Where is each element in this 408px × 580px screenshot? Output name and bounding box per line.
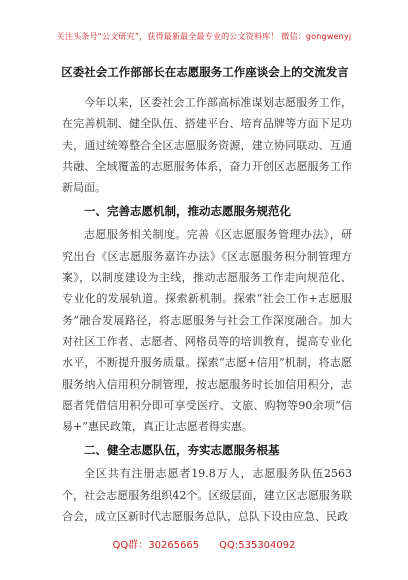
document-title: 区委社会工作部部长在志愿服务工作座谈会上的交流发言 — [61, 65, 349, 79]
header-promo-note: 关注头条号“公文研究”，获得最新最全最专业的公文资料库！ 微信：gongwenyj — [56, 32, 352, 41]
section-2-heading: 二、健全志愿队伍，夯实志愿服务根基 — [84, 443, 280, 458]
section-1-paragraph: 志愿服务相关制度。完善《区志愿服务管理办法》，研究出台《区志愿服务嘉许办法》《区志愿服务积分制管理方案》，以制度建设为主线，推动志愿服务工作走向规范化、专业化的发展轨道。探索新机制。探索“社会工作+志愿服务”融合发展路径，将志愿服务与社会工作深度融合。加大对社区工作者、志愿者、网格员等的培训教育，提高专业化水平，不断提升服务质量。探索“志愿+信用”机制，将志愿服务纳入信用积分制管理，按志愿服务时长加信用积分，志愿者凭借信用积分即可享受医疗、文旅、购物等90余项“信易+”惠民政策，真正让志愿者得实惠。 — [62, 228, 352, 434]
intro-paragraph: 今年以来，区委社会工作部高标准谋划志愿服务工作，在完善机制、健全队伍、搭建平台、培育品牌等方面下足功夫，通过统筹整合全区志愿服务资源，建立协同联动、互通共融、全域覆盖的志愿服务体系，奋力开创区志愿服务工作新局面。 — [62, 96, 352, 195]
footer-contact: QQ群：30265665 QQ:535304092 — [112, 540, 296, 551]
document-body — [62, 92, 352, 527]
section-1-heading: 一、完善志愿机制，推动志愿服务规范化 — [84, 204, 291, 219]
section-2-paragraph: 全区共有注册志愿者19.8万人，志愿服务队伍2563个，社会志愿服务组织42个。区级层面，建立区志愿服务联合会，成立区新时代志愿服务总队，总队下设由应急、民政 — [62, 467, 352, 524]
